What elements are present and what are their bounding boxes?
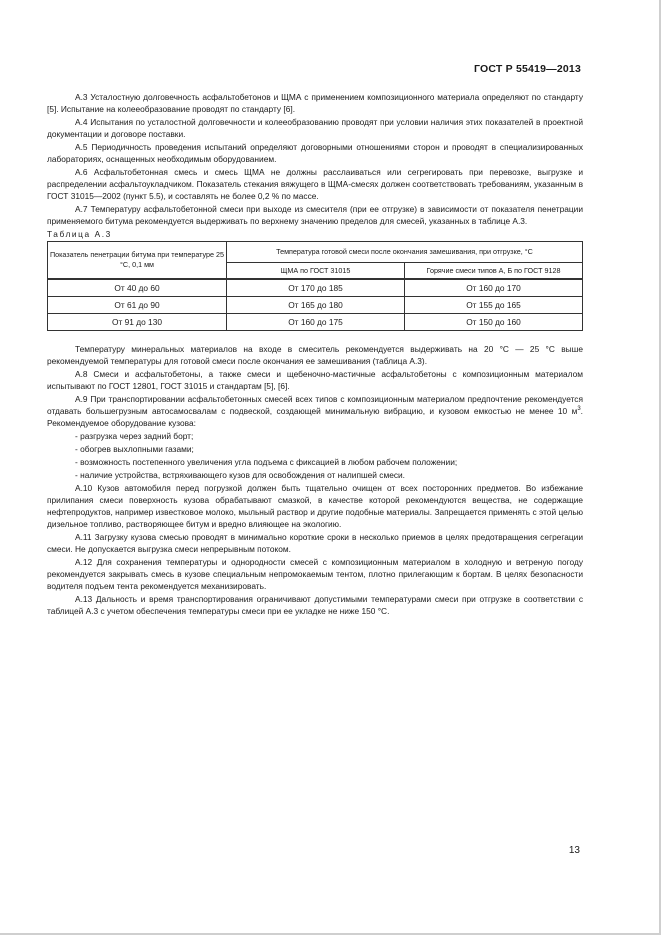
superscript: 3	[577, 406, 581, 413]
table-header-temperature-group: Температура готовой смеси после окончания замешивания, при отгрузке, °С	[227, 242, 583, 263]
table-cell: От 160 до 170	[405, 279, 583, 297]
paragraph-a9	[47, 393, 583, 429]
table-cell: От 170 до 185	[227, 279, 405, 297]
list-item: - разгрузка через задний борт;	[75, 431, 194, 441]
table-header-penetration: Показатель пенетрации битума при температуре 25 °С, 0,1 мм	[48, 242, 227, 280]
paragraph-a11: А.11 Загрузку кузова смесью проводят в минимально короткие сроки в несколько приемов в целях предотвращения сегрегации смеси. Не допускается выгрузка смеси непрерывным потоком.	[47, 532, 583, 554]
page-number: 13	[568, 845, 580, 856]
table-cell: От 160 до 175	[227, 314, 405, 331]
table-cell: От 40 до 60	[48, 279, 227, 297]
paragraph-a7: А.7 Температуру асфальтобетонной смеси при выходе из смесителя (при ее отгрузке) в зависимости от показателя пенетрации применяемого битума рекомендуется выдерживать по верхнему значению пределов для смесей, указанных в таблице А.3.	[47, 204, 583, 226]
table-cell: От 155 до 165	[405, 297, 583, 314]
paragraph-a9-text-end: . Рекомендуемое оборудование кузова:	[47, 406, 583, 428]
table-row	[48, 314, 583, 331]
paragraph-a4: А.4 Испытания по усталостной долговечности и колееобразованию проводят при условии наличия этих показателей в проектной документации и договоре поставки.	[47, 117, 583, 139]
paragraph-a13: А.13 Дальность и время транспортирования ограничивают допустимыми температурами смеси при отгрузке в соответствии с таблицей А.3 с учетом обеспечения температуры смеси при ее укладке не ниже 150 °С.	[47, 594, 583, 616]
table-header-hot-mix: Горячие смеси типов А, Б по ГОСТ 9128	[405, 263, 583, 280]
paragraph-a3: А.3 Усталостную долговечность асфальтобетонов и ЩМА с применением композиционного материала определяют по стандарту [5]. Испытание на колееобразование проводят по стандарту [6].	[47, 92, 583, 114]
temperature-table	[47, 241, 583, 331]
document-body	[47, 91, 583, 618]
list-item: - наличие устройства, встряхивающего кузов для освобождения от налипшей смеси.	[75, 470, 405, 480]
paragraph-a5: А.5 Периодичность проведения испытаний определяют договорными отношениями сторон и проводят в специализированных лабораториях, оснащенных необходимым оборудованием.	[47, 142, 583, 164]
document-code: ГОСТ Р 55419—2013	[473, 63, 581, 75]
table-cell: От 165 до 180	[227, 297, 405, 314]
table-caption: Таблица А.3	[47, 229, 112, 239]
table-row	[48, 297, 583, 314]
table-cell: От 91 до 130	[48, 314, 227, 331]
paragraph-mineral-temperature: Температуру минеральных материалов на входе в смеситель рекомендуется выдерживать на 20 °С — 25 °С выше рекомендуемой температуры для готовой смеси после окончания ее замешивания (таблица А.3).	[47, 344, 583, 366]
table-header-shma: ЩМА по ГОСТ 31015	[227, 263, 405, 280]
table-cell: От 150 до 160	[405, 314, 583, 331]
list-item: - обогрев выхлопными газами;	[75, 444, 194, 454]
paragraph-a9-text: А.9 При транспортировании асфальтобетонных смесей всех типов с композиционным материалом предпочтение рекомендуется отдавать большегрузным автосамосвалам с подвеской, создающей минимальную вибрацию, и кузовом емкостью не менее 10 м	[47, 394, 583, 416]
list-item: - возможность постепенного увеличения угла подъема с фиксацией в любом рабочем положении;	[75, 457, 458, 467]
paragraph-a12: А.12 Для сохранения температуры и однородности смесей с композиционным материалом в холодную и ветреную погоду рекомендуется закрывать смесь в кузове специальным непромокаемым тентом, плотно прилегающим к бортам. В целях безопасности водителя подъем тента рекомендуется механизировать.	[47, 557, 583, 591]
paragraph-a6: А.6 Асфальтобетонная смесь и смесь ЩМА не должны расслаиваться или сегрегировать при перевозке, выгрузке и распределении асфальтоукладчиком. Показатель стекания вяжущего в ЩМА-смесях должен соответствовать требованиям, указанным в ГОСТ 31015—2002 (пункт 5.5), и составлять не более 0,2 % по массе.	[47, 167, 583, 201]
table-cell: От 61 до 90	[48, 297, 227, 314]
paragraph-a10: А.10 Кузов автомобиля перед погрузкой должен быть тщательно очищен от всех посторонних предметов. Во избежание прилипания смеси поверхность кузова обрабатывают смазкой, в качестве которой рекомендуются вещества, не содержащие нефтепродуктов, например известковое молоко, мыльный раствор и другие подобные материалы. Запрещается применять с этой целью дизельное топливо, растворяющее битум и вредно влияющее на экологию.	[47, 483, 583, 529]
table-row	[48, 279, 583, 297]
paragraph-a8: А.8 Смеси и асфальтобетоны, а также смеси и щебеночно-мастичные асфальтобетоны с композиционным материалом испытывают по ГОСТ 12801, ГОСТ 31015 и стандартам [5], [6].	[47, 369, 583, 391]
